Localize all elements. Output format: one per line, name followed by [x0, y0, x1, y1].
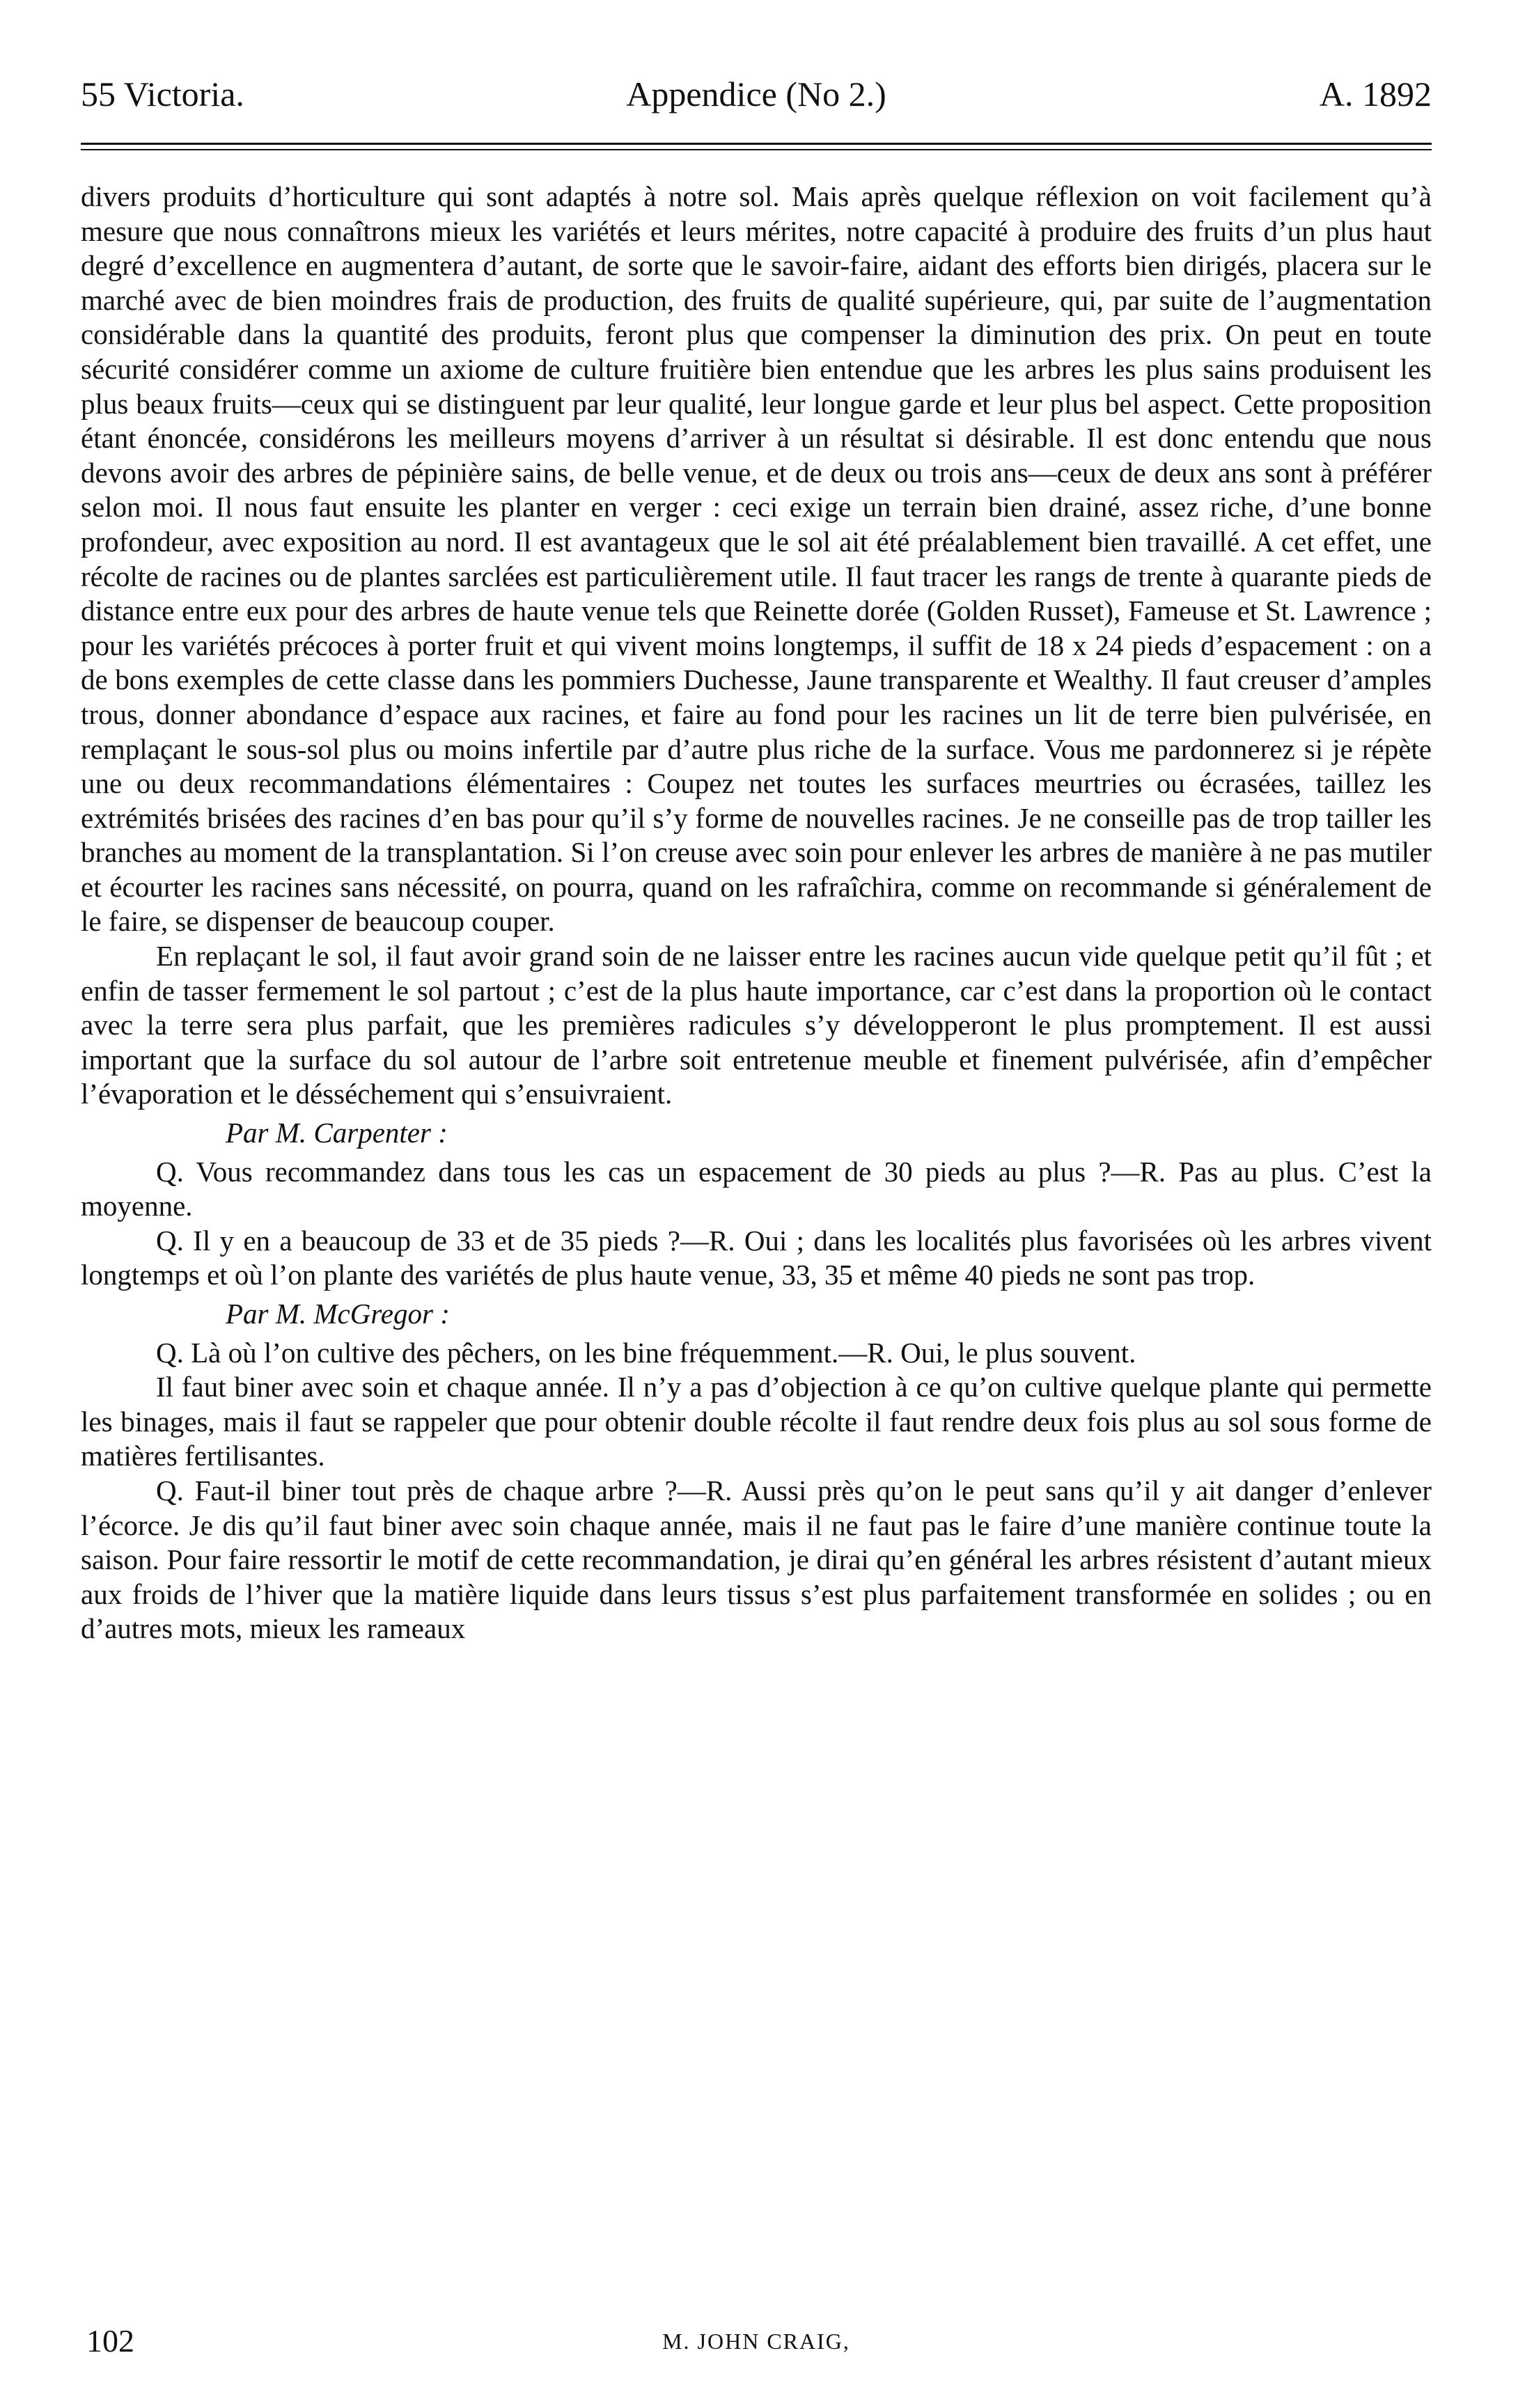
question-answer: Q. Vous recommandez dans tous les cas un espacement de 30 pieds au plus ?—R. Pas au plus. C’est la moyenne. — [81, 1155, 1432, 1222]
footer-author: M. JOHN CRAIG, — [662, 2329, 850, 2354]
paragraph: En replaçant le sol, il faut avoir grand soin de ne laisser entre les racines aucun vide quelque petit qu’il fût ; et enfin de tasser fermement le sol partout ; c’est de la plus haute importance, car c’est dans la proportion où le contact avec la terre sera plus parfait, que les premières radicules s’y développeront le plus promptement. Il est aussi important que la surface du sol autour de l’arbre soit entretenue meuble et finement pulvérisée, afin d’empêcher l’évaporation et le désséchement qui s’ensuivraient. — [81, 940, 1432, 1110]
question-answer: Q. Là où l’on cultive des pêchers, on les bine fréquemment.—R. Oui, le plus souvent. — [156, 1336, 1136, 1369]
body-text — [81, 180, 1432, 1646]
speaker-heading: Par M. Carpenter : — [226, 1117, 448, 1149]
question-answer: Q. Faut-il biner tout près de chaque arbre ?—R. Aussi près qu’on le peut sans qu’il y ait danger d’enlever l’écorce. Je dis qu’il faut biner avec soin chaque année, mais il ne faut pas le faire d’une manière continue toute la saison. Pour faire ressortir le motif de cette recommandation, je dirai qu’en général les arbres résistent d’autant mieux aux froids de l’hiver que la matière liquide dans leurs tissus s’est plus parfaitement transformée en solides ; ou en d’autres mots, mieux les rameaux — [81, 1474, 1432, 1645]
page-footer — [81, 2320, 1432, 2362]
page-number: 102 — [86, 2323, 134, 2359]
header-year: A. 1892 — [1319, 74, 1432, 113]
header-session: 55 Victoria. — [81, 74, 244, 113]
speaker-heading: Par M. McGregor : — [226, 1298, 450, 1330]
question-answer: Q. Il y en a beaucoup de 33 et de 35 pieds ?—R. Oui ; dans les localités plus favorisées où les arbres vivent longtemps et où l’on plante des variétés de plus haute venue, 33, 35 et même 40 pieds ne sont pas trop. — [81, 1224, 1432, 1291]
paragraph: Il faut biner avec soin et chaque année. Il n’y a pas d’objection à ce qu’on cultive quelque plante qui permette les binages, mais il faut se rappeler que pour obtenir double récolte il faut rendre deux fois plus au sol sous forme de matières fertilisantes. — [81, 1371, 1432, 1472]
header-title: Appendice (No 2.) — [626, 74, 886, 113]
header-rule-top — [81, 143, 1432, 145]
paragraph-continuation: divers produits d’horticulture qui sont adaptés à notre sol. Mais après quelque réflexion on voit facilement qu’à mesure que nous connaîtrons mieux les variétés et leurs mérites, notre capacité à produire des fruits d’un plus haut degré d’excellence en augmentera d’autant, de sorte que le savoir-faire, aidant des efforts bien dirigés, placera sur le marché avec de bien moindres frais de production, des fruits de qualité supérieure, qui, par suite de l’augmentation considérable dans la quantité des produits, feront plus que compenser la diminution des prix. On peut en toute sécurité considérer comme un axiome de culture fruitière bien entendue que les arbres les plus sains produisent les plus beaux fruits—ceux qui se distinguent par leur qualité, leur longue garde et leur plus bel aspect. Cette proposition étant énoncée, considérons les meilleurs moyens d’arriver à un résultat si désirable. Il est donc entendu que nous devons avoir des arbres de pépinière sains, de belle venue, et de deux ou trois ans—ceux de deux ans sont à préférer selon moi. Il nous faut ensuite les planter en verger : ceci exige un terrain bien drainé, assez riche, d’une bonne profondeur, avec exposition au nord. Il est avantageux que le sol ait été préalablement bien travaillé. A cet effet, une récolte de racines ou de plantes sarclées est particulièrement utile. Il faut tracer les rangs de trente à quarante pieds de distance entre eux pour des arbres de haute venue tels que Reinette dorée (Golden Russet), Fameuse et St. Lawrence ; pour les variétés précoces à porter fruit et qui vivent moins longtemps, il suffit de 18 x 24 pieds d’espacement : on a de bons exemples de cette classe dans les pommiers Duchesse, Jaune transparente et Wealthy. Il faut creuser d’amples trous, donner abondance d’espace aux racines, et faire au fond pour les racines un lit de terre bien pulvérisée, en remplaçant le sous-sol plus ou moins infertile par d’autre plus riche de la surface. Vous me pardonnerez si je répète une ou deux recommandations élémentaires : Coupez net toutes les surfaces meurtries ou écrasées, taillez les extrémités brisées des racines d’en bas pour qu’il s’y forme de nouvelles racines. Je ne conseille pas de trop tailler les branches au moment de la transplantation. Si l’on creuse avec soin pour enlever les arbres de manière à ne pas mutiler et écourter les racines sans nécessité, on pourra, quand on les rafraîchira, comme on recommande si généralement de le faire, se dispenser de beaucoup couper. — [81, 180, 1432, 938]
running-header — [81, 70, 1432, 118]
header-rule-bottom — [81, 149, 1432, 150]
document-page — [81, 0, 1432, 2408]
